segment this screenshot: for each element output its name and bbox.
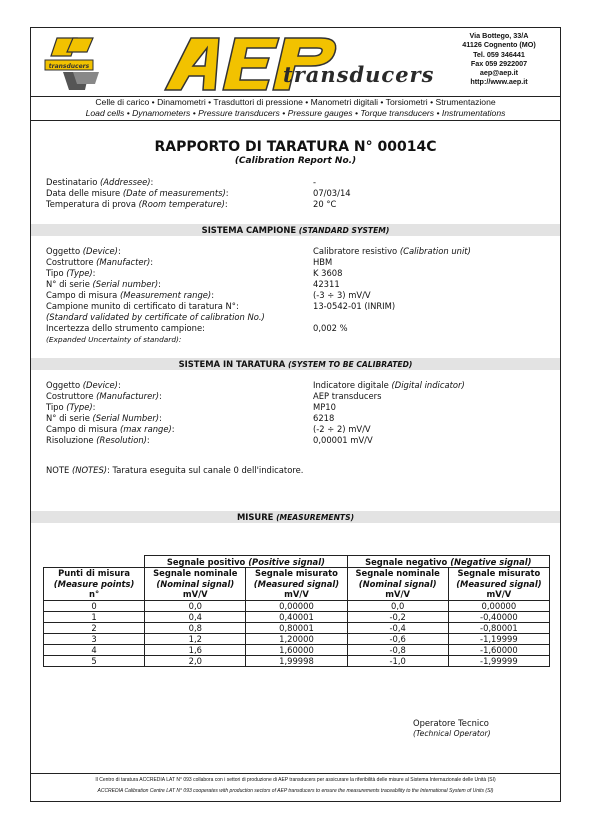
tagline-english: Load cells • Dynamometers • Pressure transducers • Pressure gauges • Torque transducers • Instrumentations [85, 108, 506, 118]
addressee-value: - [313, 177, 317, 187]
std-type-label: Tipo (Type): [46, 268, 96, 278]
std-manufacturer-value: HBM [313, 257, 333, 267]
divider [31, 773, 560, 774]
cell-neg-nominal: -0,4 [347, 623, 448, 634]
std-uncertainty-label-en: (Expanded Uncertainty of standard): [46, 335, 182, 344]
cell-neg-nominal: -0,2 [347, 612, 448, 623]
aep-small-logo [43, 34, 103, 92]
cal-manufacturer-label: Costruttore (Manufacturer): [46, 391, 162, 401]
contact-address: Via Bottego, 33/A [469, 31, 529, 40]
cell-neg-nominal: 0,0 [347, 601, 448, 612]
cal-range-value: (-2 ÷ 2) mV/V [313, 424, 371, 434]
cell-neg-nominal: -1,0 [347, 656, 448, 667]
table-row [44, 634, 550, 645]
addressee-label: Destinatario (Addressee): [46, 177, 154, 187]
letterhead [31, 28, 560, 96]
cell-point: 1 [44, 612, 145, 623]
cell-point: 4 [44, 645, 145, 656]
std-range-value: (-3 ÷ 3) mV/V [313, 290, 371, 300]
cell-pos-measured: 1,20000 [246, 634, 347, 645]
std-certificate-value: 13-0542-01 (INRIM) [313, 301, 396, 311]
cal-serial-value: 6218 [313, 413, 335, 423]
cal-serial-label: N° di serie (Serial Number): [46, 413, 162, 423]
logo-transducers-wordmark: transducers [283, 62, 435, 87]
cal-device-label: Oggetto (Device): [46, 380, 121, 390]
cell-neg-measured: -1,60000 [448, 645, 549, 656]
cal-type-label: Tipo (Type): [46, 402, 96, 412]
cal-resolution-value: 0,00001 mV/V [313, 435, 373, 445]
calibration-report-page [30, 27, 561, 802]
operator-label-en: (Technical Operator) [413, 729, 491, 738]
cell-pos-measured: 1,99998 [246, 656, 347, 667]
contact-fax: Fax 059 2922007 [470, 58, 528, 68]
report-subtitle: (Calibration Report No.) [234, 156, 357, 166]
table-row [44, 645, 550, 656]
measurements-heading: MISURE (MEASUREMENTS) [31, 511, 560, 523]
cal-type-value: MP10 [313, 402, 336, 412]
cell-pos-nominal: 2,0 [145, 656, 246, 667]
std-device-label: Oggetto (Device): [46, 246, 121, 256]
std-range-label: Campo di misura (Measurement range): [46, 290, 215, 300]
divider [31, 120, 560, 121]
cal-manufacturer-value: AEP transducers [313, 391, 382, 401]
cell-pos-nominal: 0,4 [145, 612, 246, 623]
operator-label: Operatore Tecnico [413, 718, 489, 728]
cell-pos-measured: 1,60000 [246, 645, 347, 656]
date-value: 07/03/14 [313, 188, 351, 198]
contact-website[interactable]: http://www.aep.it [470, 77, 528, 87]
cell-pos-nominal: 1,6 [145, 645, 246, 656]
table-row [44, 623, 550, 634]
notes: NOTE (NOTES): Taratura eseguita sul canale 0 dell'indicatore. [46, 465, 304, 475]
company-contact [444, 31, 554, 87]
col-positive-measured: Segnale misurato (Measured signal) mV/V [246, 568, 347, 601]
cell-neg-measured: 0,00000 [448, 601, 549, 612]
std-device-value: Calibratore resistivo (Calibration unit) [313, 246, 471, 256]
empty-corner [44, 556, 145, 568]
cell-pos-measured: 0,00000 [246, 601, 347, 612]
negative-signal-group: Segnale negativo (Negative signal) [347, 556, 549, 568]
positive-signal-group: Segnale positivo (Positive signal) [145, 556, 347, 568]
cal-resolution-label: Risoluzione (Resolution): [46, 435, 150, 445]
std-manufacturer-label: Costruttore (Manufacter): [46, 257, 154, 267]
std-type-value: K 3608 [313, 268, 343, 278]
standard-system-heading: SISTEMA CAMPIONE (STANDARD SYSTEM) [31, 224, 560, 236]
std-uncertainty-value: 0,002 % [313, 323, 348, 333]
measurements-table [43, 555, 550, 667]
table-row [44, 612, 550, 623]
cell-pos-nominal: 1,2 [145, 634, 246, 645]
cell-point: 2 [44, 623, 145, 634]
tagline-italian: Celle di carico • Dinamometri • Trasduttori di pressione • Manometri digitali • Torsiometri • Strumentazione [95, 97, 496, 107]
cell-neg-measured: -0,40000 [448, 612, 549, 623]
svg-text:transducers: transducers [48, 63, 90, 70]
temperature-value: 20 °C [313, 199, 337, 209]
cell-point: 0 [44, 601, 145, 612]
std-certificate-label: Campione munito di certificato di taratura N°: [46, 301, 239, 311]
col-negative-nominal: Segnale nominale (Nominal signal) mV/V [347, 568, 448, 601]
date-label: Data delle misure (Date of measurements): [46, 188, 229, 198]
calibrated-system-heading: SISTEMA IN TARATURA (SYSTEM TO BE CALIBRATED) [31, 358, 560, 370]
std-serial-label: N° di serie (Serial number): [46, 279, 161, 289]
cell-pos-nominal: 0,8 [145, 623, 246, 634]
cell-neg-nominal: -0,6 [347, 634, 448, 645]
report-title: RAPPORTO DI TARATURA N° 00014C [154, 139, 437, 155]
cell-pos-nominal: 0,0 [145, 601, 246, 612]
table-row [44, 656, 550, 667]
std-certificate-label-en: (Standard validated by certificate of calibration No.) [46, 312, 265, 322]
cell-neg-measured: -0,80001 [448, 623, 549, 634]
footer-italian: Il Centro di taratura ACCREDIA LAT N° 093 collabora con i settori di produzione di AEP transducers per assicurare la riferibilità delle misure al Sistema Internazionale delle Unità (SI) [95, 777, 496, 783]
table-row [44, 601, 550, 612]
contact-email[interactable]: aep@aep.it [479, 68, 519, 78]
cell-neg-measured: -1,19999 [448, 634, 549, 645]
cell-point: 5 [44, 656, 145, 667]
cell-neg-measured: -1,99999 [448, 656, 549, 667]
temperature-label: Temperatura di prova (Room temperature): [46, 199, 228, 209]
std-serial-value: 42311 [313, 279, 340, 289]
contact-phone: Tel. 059 346441 [473, 49, 525, 59]
cal-device-value: Indicatore digitale (Digital indicator) [313, 380, 465, 390]
cell-pos-measured: 0,80001 [246, 623, 347, 634]
cal-range-label: Campo di misura (max range): [46, 424, 175, 434]
std-uncertainty-label: Incertezza dello strumento campione: [46, 323, 205, 333]
cell-point: 3 [44, 634, 145, 645]
footer-english: ACCREDIA Calibration Centre LAT N° 093 cooperates with production sectors of AEP transducers to ensure the measurements traceability to the International System of Units (SI) [97, 788, 494, 794]
cell-pos-measured: 0,40001 [246, 612, 347, 623]
col-measure-points: Punti di misura (Measure points) n° [44, 568, 145, 601]
col-positive-nominal: Segnale nominale (Nominal signal) mV/V [145, 568, 246, 601]
contact-city: 41126 Cognento (MO) [462, 40, 536, 50]
col-negative-measured: Segnale misurato (Measured signal) mV/V [448, 568, 549, 601]
cell-neg-nominal: -0,8 [347, 645, 448, 656]
